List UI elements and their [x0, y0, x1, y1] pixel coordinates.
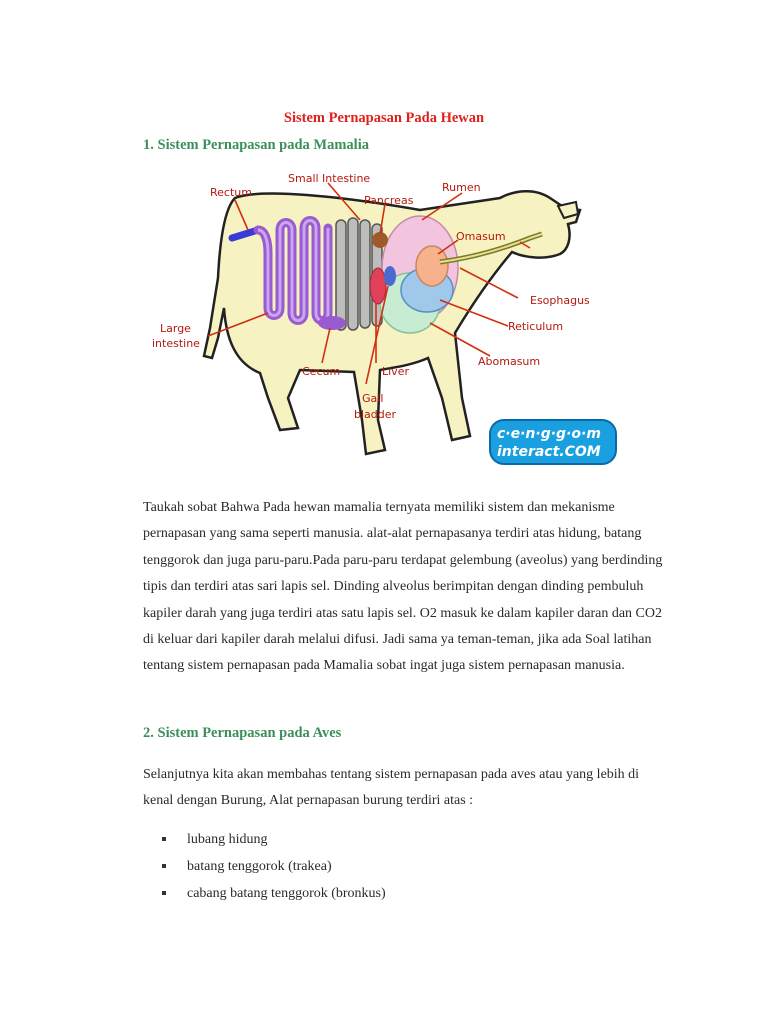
paragraph-aves: Selanjutnya kita akan membahas tentang sistem pernapasan pada aves atau yang lebih di kenal dengan Burung, Alat pernapasan burung terdiri atas : [143, 767, 640, 809]
bullet-icon [162, 891, 166, 895]
label-large-intestine-line2: intestine [152, 337, 200, 350]
label-omasum: Omasum [456, 230, 506, 243]
label-esophagus: Esophagus [530, 294, 590, 307]
label-large-intestine-line1: Large [160, 322, 191, 335]
liver-shape [370, 268, 386, 304]
cecum-shape [318, 316, 346, 330]
label-rumen: Rumen [442, 181, 481, 194]
label-gall-bladder-line1: Gall [362, 392, 384, 405]
label-gall-bladder-line2: bladder [354, 408, 397, 421]
label-small-intestine: Small Intestine [288, 172, 371, 185]
section-heading-aves: 2. Sistem Pernapasan pada Aves [143, 725, 342, 741]
list-item [143, 826, 386, 853]
cow-digestive-diagram [140, 158, 620, 478]
gall-bladder-shape [384, 266, 396, 286]
section-heading-mamalia: 1. Sistem Pernapasan pada Mamalia [143, 137, 369, 153]
pancreas-shape [372, 232, 388, 248]
list-item-text: cabang batang tenggorok (bronkus) [187, 886, 386, 901]
list-item-text: batang tenggorok (trakea) [187, 859, 332, 874]
list-item [143, 880, 386, 907]
paragraph-mamalia: Taukah sobat Bahwa Pada hewan mamalia ternyata memiliki sistem dan mekanisme pernapasan yang sama seperti manusia. alat-alat pernapasanya terdiri atas hidung, batang tenggorok dan juga paru-paru.Pada paru-paru terdapat gelembung (aveolus) yang berdinding tipis dan terdiri atas sari lapis sel. Dinding alveolus berimpitan dengan dinding pembuluh kapiler darah yang juga terdiri atas satu lapis sel. O2 masuk ke dalam kapiler daran dan CO2 di keluar dari kapiler darah melalui difusi. Jadi sama ya teman-teman, jika ada Soal latihan tentang sistem pernapasan pada Mamalia sobat ingat juga sistem pernapasan manusia. [143, 500, 663, 674]
list-item-text: lubang hidung [187, 832, 268, 847]
label-reticulum: Reticulum [508, 320, 564, 333]
logo-text-bottom: interact.COM [497, 444, 601, 460]
label-cecum: Cecum [302, 365, 341, 378]
omasum-shape [416, 246, 448, 286]
label-liver: Liver [382, 365, 409, 378]
list-item [143, 853, 386, 880]
aves-organ-list [143, 826, 386, 907]
bullet-icon [162, 837, 166, 841]
bullet-icon [162, 864, 166, 868]
label-rectum: Rectum [210, 186, 252, 199]
page-title: Sistem Pernapasan Pada Hewan [283, 110, 485, 126]
label-pancreas: Pancreas [364, 194, 414, 207]
logo-text-top: c·e·n·g·g·o·m [497, 426, 601, 442]
label-abomasum: Abomasum [478, 355, 541, 368]
cenggom-logo [490, 420, 616, 464]
